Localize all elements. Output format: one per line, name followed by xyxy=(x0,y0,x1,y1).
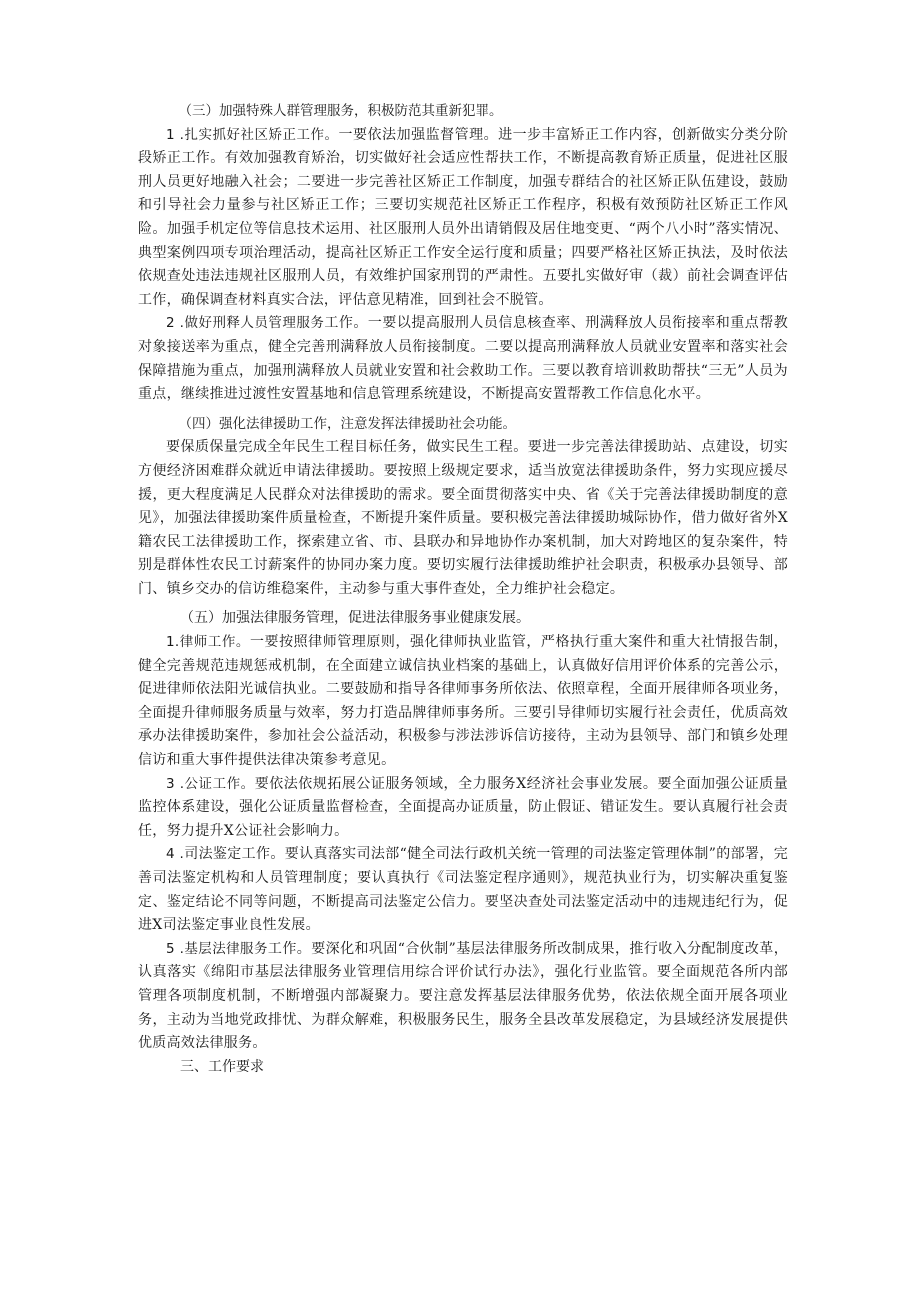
paragraph-legal-aid xyxy=(138,436,788,601)
document-page xyxy=(138,100,788,1079)
item-text: 要保质保量完成全年民生工程目标任务，做实民生工程。要进一步完善法律援助站、点建设，切实方便经济困难群众就近申请法律援助。要按照上级规定要求，适当放宽法律援助条件，努力实现应援尽援，更大程度满足人民群众对法律援助的需求。要全面贯彻落实中央、省《关于完善法律援助制度的意见》，加强法律援助案件质量检查，不断提升案件质量。要积极完善法律援助城际协作，借力做好省外X籍农民工法律援助工作，探索建立省、市、县联办和异地协作办案机制，加大对跨地区的复杂案件，特别是群体性农民工讨薪案件的协同办案力度。要切实履行法律援助维护社会职责，积极承办县领导、部门、镇乡交办的信访维稳案件，主动参与重大事件查处，全力维护社会稳定。 xyxy=(138,439,788,597)
section-heading-3: （三）加强特殊人群管理服务，积极防范其重新犯罪。 xyxy=(178,103,503,119)
item-lead: 1 .扎实抓好社区矫正工作。 xyxy=(166,126,339,143)
item-lead: 3 .公证工作。 xyxy=(166,775,255,792)
paragraph-notary-work xyxy=(138,773,788,844)
paragraph-community-correction xyxy=(138,124,788,313)
item-lead: 2 .做好刑释人员管理服务 xyxy=(166,315,325,332)
paragraph-released-persons xyxy=(138,312,788,406)
item-lead: 5 .基层法律服务 xyxy=(166,940,268,957)
section-heading-work-requirements: 三、工作要求 xyxy=(180,1058,264,1075)
section-heading-5: （五）加强法律服务管理，促进法律服务事业健康发展。 xyxy=(180,610,530,627)
item-text: 司法鉴定工作。要认真落实司法部“健全司法行政机关统一管理的司法鉴定管理体制”的部署，完善司法鉴定机构和人员管理制度；要认真执行《司法鉴定程序通则》，规范执业行为，切实解决重复鉴定、鉴定结论不同等问题，不断提高司法鉴定公信力。要坚决查处司法鉴定活动中的违规违纪行为，促进X司法鉴定事业良性发展。 xyxy=(138,846,788,934)
paragraph-grassroots-legal-service xyxy=(138,938,788,1056)
paragraph-lawyer-work xyxy=(138,631,788,773)
section-heading-4: （四）强化法律援助工作，注意发挥法律援助社会功能。 xyxy=(178,415,516,432)
item-text: 工作。要深化和巩固“合伙制”基层法律服务所改制成果，推行收入分配制度改革，认真落实《绵阳市基层法律服务业管理信用综合评价试行办法》，强化行业监管。要全面规范各所内部管理各项制度机制，不断增强内部凝聚力。要注意发挥基层法律服务优势，依法依规全面开展各项业务，主动为当地党政排忧、为群众解难，积极服务民生，服务全县改革发展稳定，为县域经济发展提供优质高效法律服务。 xyxy=(138,940,788,1052)
item-text: 要依法依规拓展公证服务领域，全力服务X经济社会事业发展。要全面加强公证质量监控体系建设，强化公证质量监督检查，全面提高办证质量，防止假证、错证发生。要认真履行社会责任，努力提升X公证社会影响力。 xyxy=(138,775,788,839)
item-text: 工作。一要以提高服刑人员信息核查率、刑满释放人员衔接率和重点帮教对象接送率为重点，健全完善刑满释放人员衔接制度。二要以提高刑满释放人员就业安置率和落实社会保障措施为重点，加强刑满释放人员就业安置和社会救助工作。三要以教育培训救助帮扶“三无”人员为重点，继续推进过渡性安置基地和信息管理系统建设，不断提高安置帮教工作信息化水平。 xyxy=(138,315,788,403)
item-text: 一要按照律师管理原则，强化律师执业监管，严格执行重大案件和重大社情报告制，健全完善规范违规惩戒机制，在全面建立诚信执业档案的基础上，认真做好信用评价体系的完善公示，促进律师依法阳光诚信执业。二要鼓励和指导各律师事务所依法、依照章程，全面开展律师各项业务，全面提升律师服务质量与效率，努力打造品牌律师事务所。三要引导律师切实履行社会责任，优质高效承办法律援助案件，参加社会公益活动，积极参与涉法涉诉信访接待，主动为县领导、部门和镇乡处理信访和重大事件提供法律决策参考意见。 xyxy=(138,634,788,769)
item-lead: 4 . xyxy=(166,846,185,863)
item-text: 一要依法加强监督管理。进一步丰富矫正工作内容，创新做实分类分阶段矫正工作。有效加强教育矫治，切实做好社会适应性帮扶工作，不断提高教育矫正质量，促进社区服刑人员更好地融入社会；二要进一步完善社区矫正工作制度，加强专群结合的社区矫正队伍建设，鼓励和引导社会力量参与社区矫正工作；三要切实规范社区矫正工作程序，积极有效预防社区矫正工作风险。加强手机定位等信息技术运用、社区服刑人员外出请销假及居住地变更、“两个八小时”落实情况、典型案例四项专项治理活动，提高社区矫正工作安全运行度和质量；四要严格社区矫正执法，及时依法依规查处违法违规社区服刑人员，有效维护国家刑罚的严肃性。五要扎实做好审（裁）前社会调查评估工作，确保调查材料真实合法，评估意见精准，回到社会不脱管。 xyxy=(138,126,788,308)
paragraph-judicial-appraisal xyxy=(138,843,788,937)
item-lead: 1.律师工作。 xyxy=(166,634,250,651)
